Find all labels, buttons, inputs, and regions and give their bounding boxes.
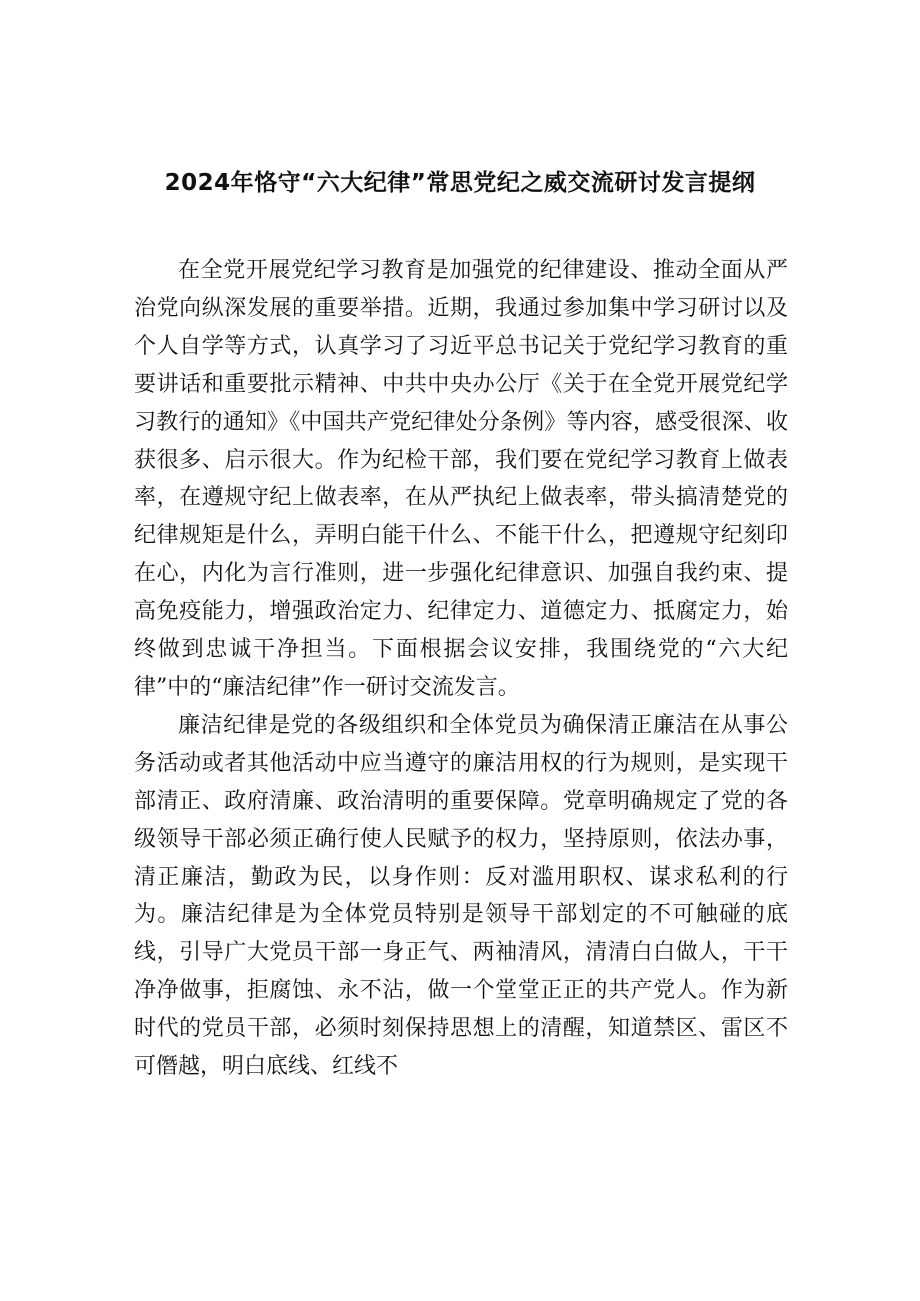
paragraph-1: 在全党开展党纪学习教育是加强党的纪律建设、推动全面从严治党向纵深发展的重要举措。近期，我通过参加集中学习研讨以及个人自学等方式，认真学习了习近平总书记关于党纪学习教育的重要讲话和重要批示精神、中共中央办公厅《关于在全党开展党纪学习教行的通知》《中国共产党纪律处分条例》等内容，感受很深、收获很多、启示很大。作为纪检干部，我们要在党纪学习教育上做表率，在遵规守纪上做表率，在从严执纪上做表率，带头搞清楚党的纪律规矩是什么，弄明白能干什么、不能干什么，把遵规守纪刻印在心，内化为言行准则，进一步强化纪律意识、加强自我约束、提高免疫能力，增强政治定力、纪律定力、道德定力、抵腐定力，始终做到忠诚干净担当。下面根据会议安排，我围绕党的“六大纪律”中的“廉洁纪律”作一研讨交流发言。 xyxy=(134,258,788,700)
document-body xyxy=(134,252,788,1086)
paragraph-2: 廉洁纪律是党的各级组织和全体党员为确保清正廉洁在从事公务活动或者其他活动中应当遵守的廉洁用权的行为规则，是实现干部清正、政府清廉、政治清明的重要保障。党章明确规定了党的各级领导干部必须正确行使人民赋予的权力，坚持原则，依法办事，清正廉洁，勤政为民，以身作则：反对滥用职权、谋求私利的行为。廉洁纪律是为全体党员特别是领导干部划定的不可触碰的底线，引导广大党员干部一身正气、两袖清风，清清白白做人，干干净净做事，拒腐蚀、永不沾，做一个堂堂正正的共产党人。作为新时代的党员干部，必须时刻保持思想上的清醒，知道禁区、雷区不可僭越，明白底线、红线不 xyxy=(134,712,788,1080)
document-title: 2024年恪守“六大纪律”常思党纪之威交流研讨发言提纲 xyxy=(164,170,756,196)
